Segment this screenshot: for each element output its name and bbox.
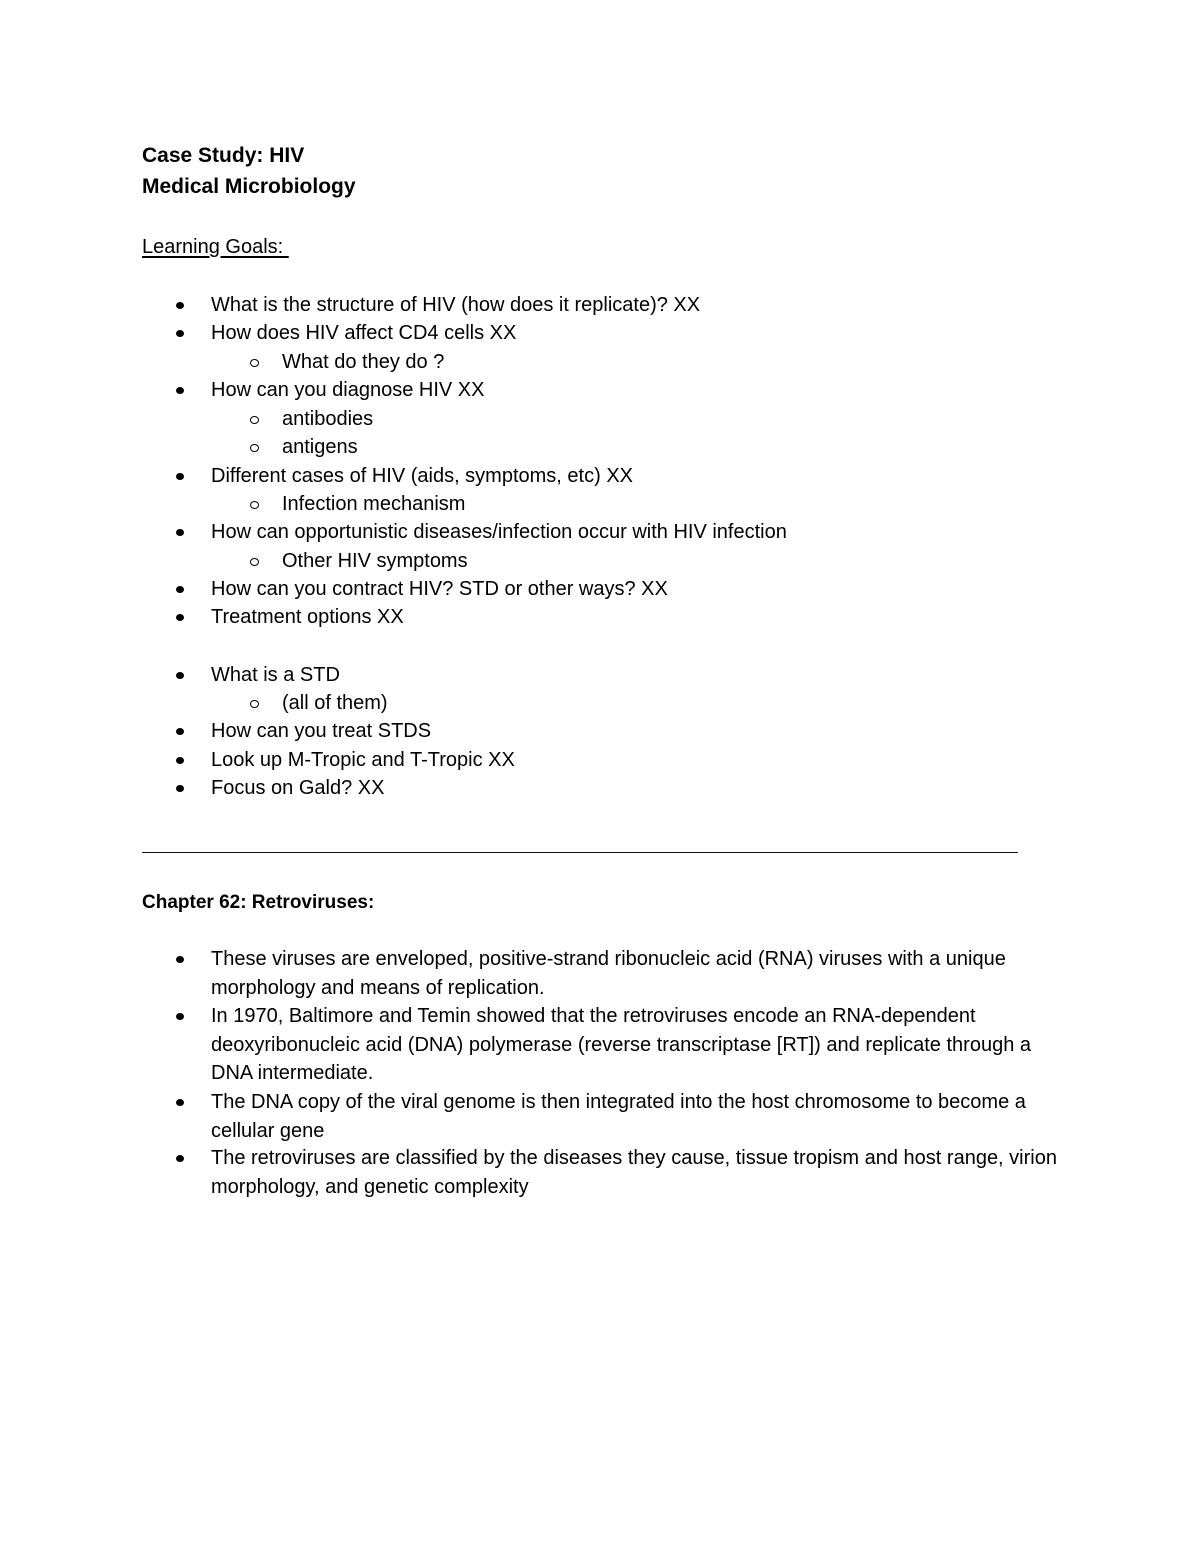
bullet-icon — [176, 529, 184, 536]
bullet-icon — [176, 672, 184, 679]
bullet-icon — [176, 1013, 184, 1020]
list-item-text: Infection mechanism — [282, 493, 466, 515]
list-item — [211, 1002, 1071, 1088]
list-item-text: (all of them) — [282, 692, 388, 714]
sub-list-item — [282, 348, 444, 377]
list-item-text: What do they do ? — [282, 351, 445, 373]
list-item-text: The retroviruses are classified by the diseases they cause, tissue tropism and host range, virion morphology, and genetic complexity — [211, 1147, 1057, 1198]
list-item — [211, 1088, 1071, 1145]
horizontal-divider — [142, 852, 1018, 853]
list-item — [211, 774, 384, 803]
bullet-icon — [176, 728, 184, 735]
bullet-icon — [176, 1155, 184, 1162]
hollow-bullet-icon — [250, 416, 259, 424]
list-item-text: Other HIV symptoms — [282, 550, 468, 572]
list-item-text: How does HIV affect CD4 cells XX — [211, 322, 517, 344]
list-item-text: How can opportunistic diseases/infection occur with HIV infection — [211, 521, 787, 543]
sub-list-item — [282, 689, 388, 718]
list-item-text: antigens — [282, 436, 358, 458]
list-item-text: How can you treat STDS — [211, 720, 432, 742]
list-item-text: In 1970, Baltimore and Temin showed that the retroviruses encode an RNA-dependent deoxyribonucleic acid (DNA) polymerase (reverse transcriptase [RT]) and replicate through a DNA intermediate. — [211, 1005, 1031, 1084]
hollow-bullet-icon — [250, 359, 259, 367]
sub-list-item — [282, 490, 465, 519]
hollow-bullet-icon — [250, 700, 259, 708]
list-item-text: Focus on Gald? XX — [211, 777, 385, 799]
list-item — [211, 603, 404, 632]
list-item-text: These viruses are enveloped, positive-strand ribonucleic acid (RNA) viruses with a unique morphology and means of replication. — [211, 948, 1006, 999]
list-item-text: How can you diagnose HIV XX — [211, 379, 485, 401]
list-item-text: Treatment options XX — [211, 606, 404, 628]
bullet-icon — [176, 1099, 184, 1106]
bullet-icon — [176, 757, 184, 764]
learning-goals-heading: Learning Goals: — [142, 236, 289, 258]
bullet-icon — [176, 614, 184, 621]
bullet-icon — [176, 956, 184, 963]
list-item — [211, 291, 700, 320]
list-item — [211, 462, 633, 491]
list-item — [211, 319, 516, 348]
list-item — [211, 661, 340, 690]
list-item — [211, 376, 485, 405]
document-subtitle: Medical Microbiology — [142, 175, 356, 198]
document-title: Case Study: HIV — [142, 144, 305, 167]
sub-list-item — [282, 405, 373, 434]
list-item — [211, 1144, 1071, 1201]
list-item-text: Different cases of HIV (aids, symptoms, etc) XX — [211, 465, 633, 487]
bullet-icon — [176, 302, 184, 309]
list-item-text: Look up M-Tropic and T-Tropic XX — [211, 749, 515, 771]
bullet-icon — [176, 387, 184, 394]
bullet-icon — [176, 785, 184, 792]
list-item-text: The DNA copy of the viral genome is then integrated into the host chromosome to become a cellular gene — [211, 1091, 1026, 1142]
list-item-text: How can you contract HIV? STD or other ways? XX — [211, 578, 668, 600]
sub-list-item — [282, 547, 468, 576]
hollow-bullet-icon — [250, 444, 259, 452]
list-item-text: antibodies — [282, 408, 374, 430]
bullet-icon — [176, 473, 184, 480]
list-item — [211, 746, 515, 775]
bullet-icon — [176, 586, 184, 593]
hollow-bullet-icon — [250, 558, 259, 566]
sub-list-item — [282, 433, 358, 462]
list-item — [211, 575, 668, 604]
hollow-bullet-icon — [250, 501, 259, 509]
list-item — [211, 945, 1071, 1002]
chapter-heading: Chapter 62: Retroviruses: — [142, 892, 375, 913]
list-item — [211, 518, 787, 547]
list-item-text: What is the structure of HIV (how does it replicate)? XX — [211, 294, 701, 316]
list-item-text: What is a STD — [211, 664, 340, 686]
bullet-icon — [176, 330, 184, 337]
list-item — [211, 717, 431, 746]
